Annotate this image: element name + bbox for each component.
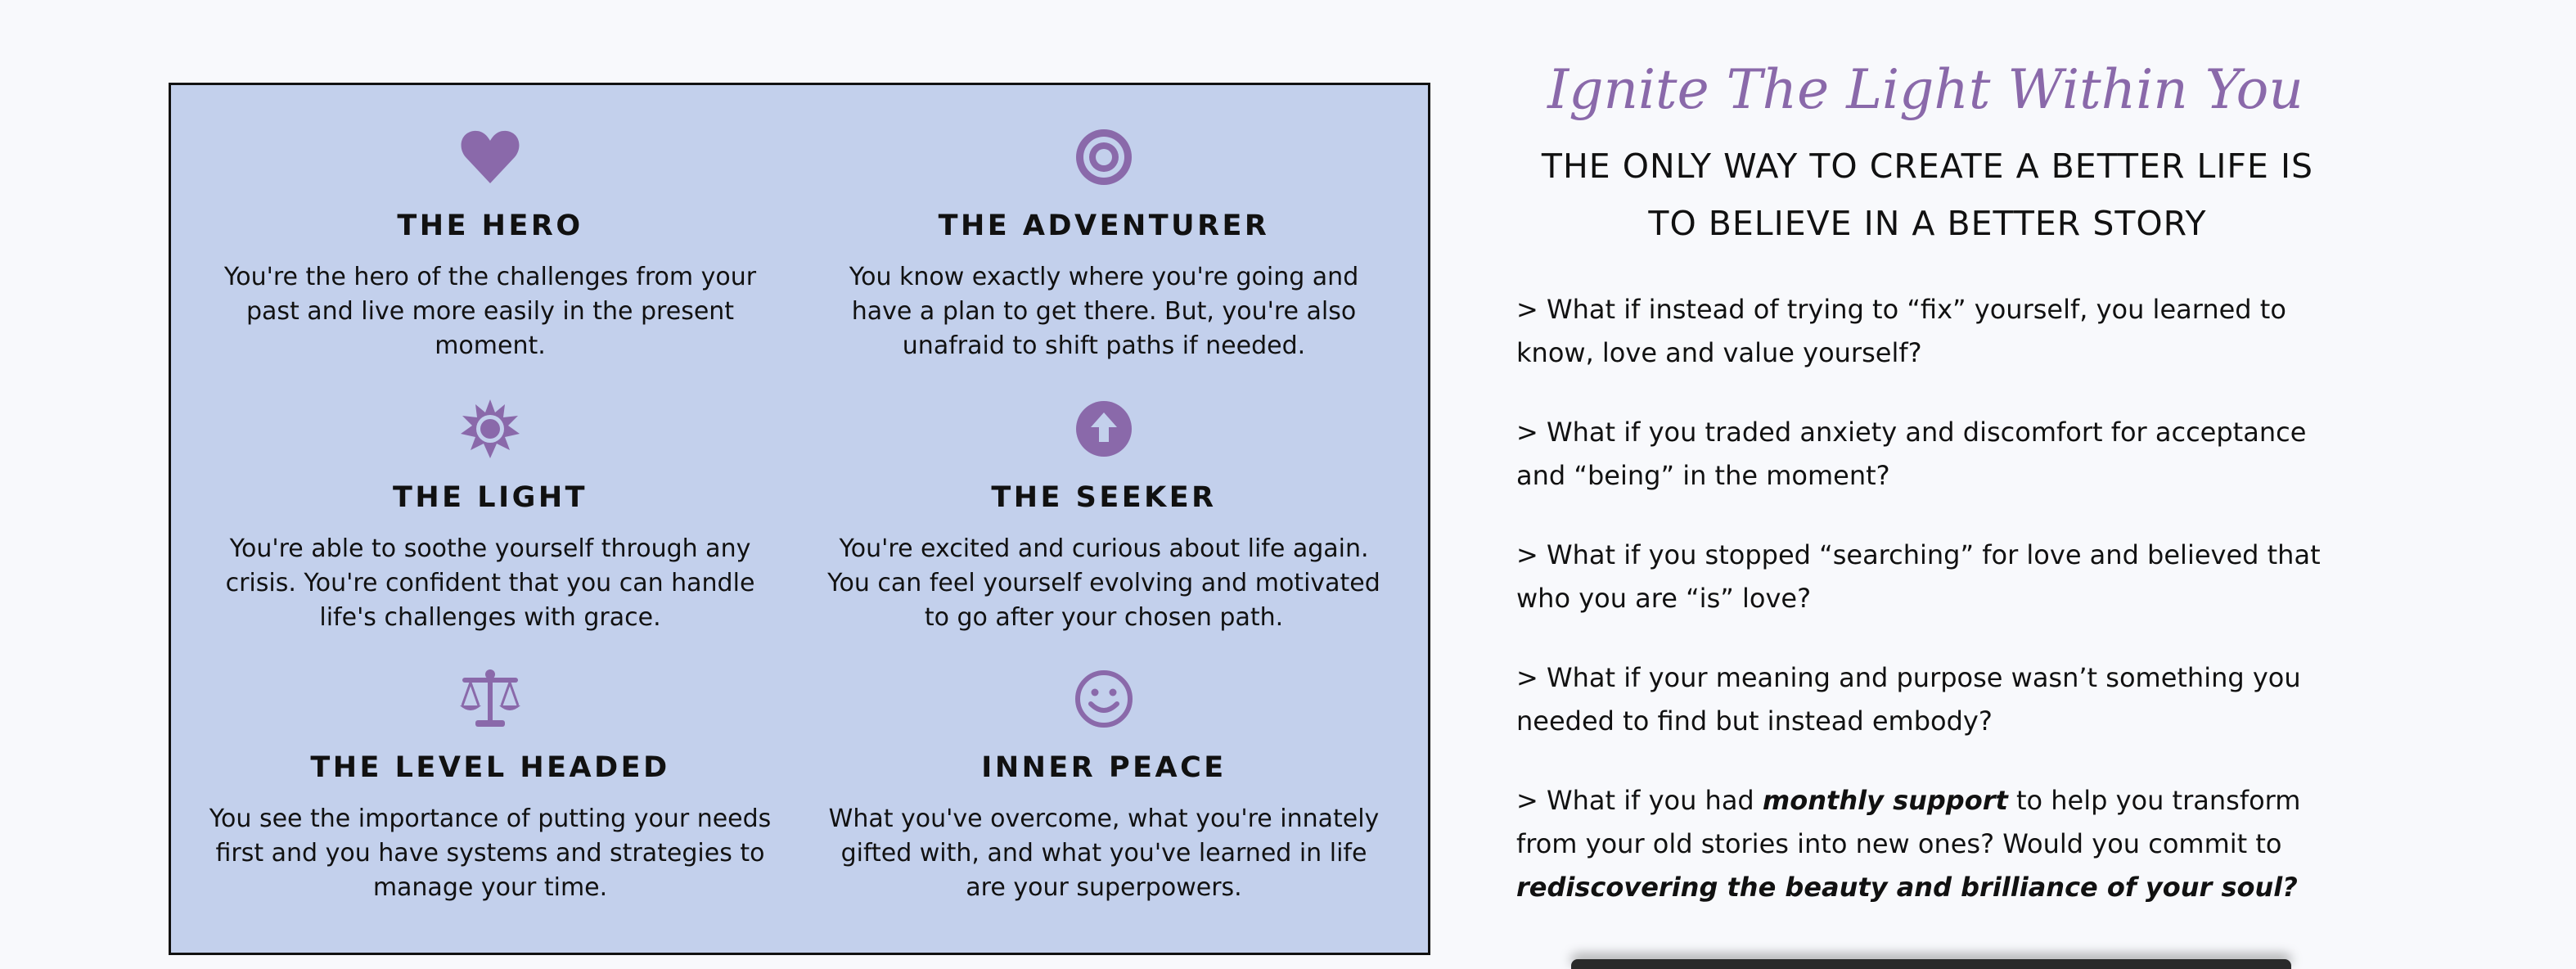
card-the-light <box>204 396 777 635</box>
card-description: What you've overcome, what you're innately gifted with, and what you've learned in life are your superpowers. <box>828 804 1380 902</box>
question-paragraph: > What if you traded anxiety and discomfort for acceptance and “being” in the moment? <box>1516 417 2307 491</box>
card-description: You're the hero of the challenges from your past and live more easily in the present moment. <box>223 263 757 360</box>
card-description: You're able to soothe yourself through any crisis. You're confident that you can handle life's challenges with grace. <box>225 534 755 632</box>
archetypes-panel <box>169 83 1430 955</box>
card-title: THE ADVENTURER <box>938 210 1270 242</box>
arrow-up-circle-icon <box>1071 396 1137 462</box>
question-paragraph-final <box>1516 779 2343 909</box>
card-the-seeker <box>817 396 1390 635</box>
question-text: to help you transform from your old stories into new ones? Would you commit to <box>1516 785 2301 859</box>
card-description: You see the importance of putting your needs first and you have systems and strategies to manage your time. <box>209 804 772 902</box>
heart-icon <box>457 124 523 190</box>
card-title: INNER PEACE <box>981 751 1227 784</box>
card-the-hero <box>204 124 777 363</box>
script-heading: Ignite The Light Within You <box>1547 58 2304 121</box>
emphasis-monthly-support: monthly support <box>1762 785 2008 816</box>
card-title: THE HERO <box>397 210 583 242</box>
question-paragraph: > What if you stopped “searching” for love and believed that who you are “is” love? <box>1516 539 2321 614</box>
cta-button-edge[interactable] <box>1571 959 2291 969</box>
right-content <box>1516 57 2343 909</box>
headline: THE ONLY WAY TO CREATE A BETTER LIFE IS TO BELIEVE IN A BETTER STORY <box>1541 146 2314 243</box>
card-description: You know exactly where you're going and have a plan to get there. But, you're also unafraid to shift paths if needed. <box>849 263 1359 360</box>
card-inner-peace <box>817 666 1390 905</box>
target-icon <box>1071 124 1137 190</box>
question-paragraph: > What if your meaning and purpose wasn’t something you needed to find but instead embody? <box>1516 662 2301 737</box>
question-paragraph: > What if instead of trying to “fix” yourself, you learned to know, love and value yourself? <box>1516 294 2286 368</box>
card-the-level-headed <box>204 666 777 905</box>
card-title: THE LEVEL HEADED <box>310 751 670 784</box>
card-the-adventurer <box>817 124 1390 363</box>
sun-icon <box>457 396 523 462</box>
question-text: > What if you had <box>1516 785 1763 816</box>
card-description: You're excited and curious about life again. You can feel yourself evolving and motivated to go after your chosen path. <box>827 534 1380 632</box>
balance-scale-icon <box>457 666 523 732</box>
card-title: THE LIGHT <box>393 481 588 514</box>
emphasis-rediscovering: rediscovering the beauty and brilliance of your soul? <box>1516 872 2298 903</box>
smiley-icon <box>1071 666 1137 732</box>
card-title: THE SEEKER <box>991 481 1217 514</box>
